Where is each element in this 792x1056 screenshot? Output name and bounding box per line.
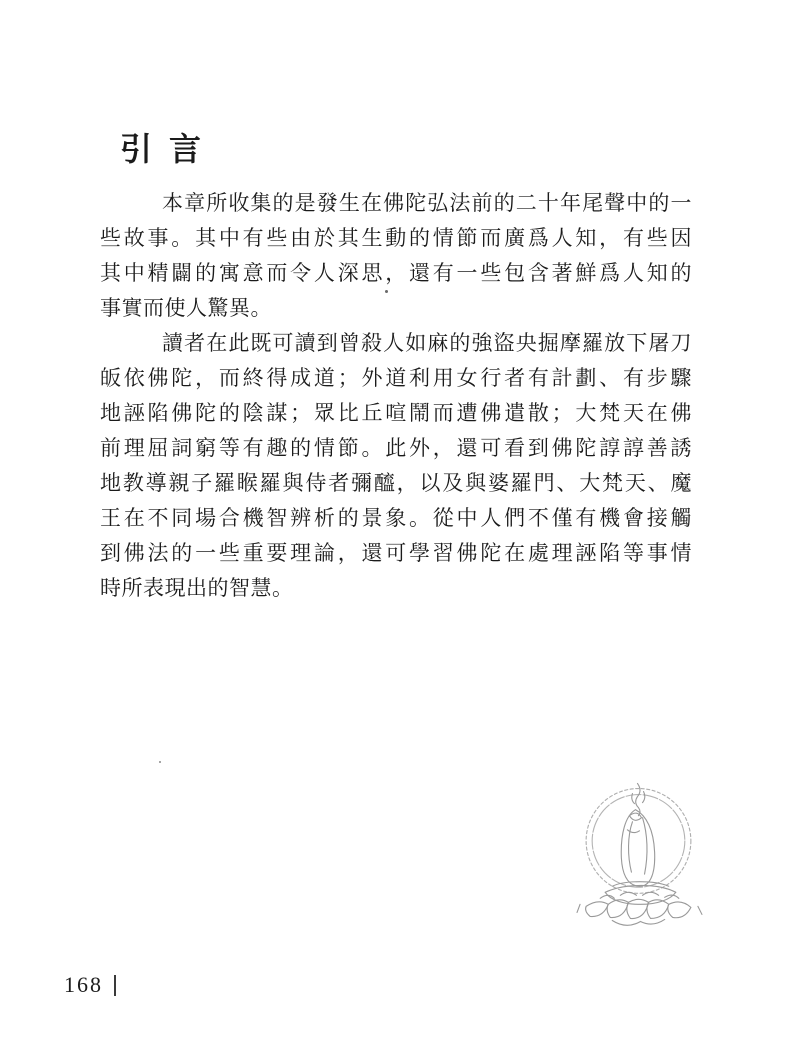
text-line: 皈依佛陀，而終得成道；外道利用女行者有計劃、有步驟	[100, 366, 692, 390]
scan-speck	[159, 761, 161, 763]
page-title: 引言	[120, 131, 219, 168]
figure-robe	[621, 810, 654, 887]
buddha-lotus-illustration	[572, 779, 708, 931]
text-line: 王在不同場合機智辨析的景象。從中人們不僅有機會接觸	[100, 506, 692, 530]
page-footer	[64, 972, 116, 998]
text-line: 事實而使人驚異。	[100, 296, 272, 320]
lotus-petals	[577, 892, 702, 925]
scan-speck	[385, 290, 388, 293]
halo-flame-ring	[586, 789, 691, 894]
text-line: 地教導親子羅睺羅與侍者彌醯，以及與婆羅門、大梵天、魔	[100, 471, 692, 495]
text-line: 其中精闢的寓意而令人深思，還有一些包含著鮮爲人知的	[100, 261, 692, 285]
text-line: 時所表現出的智慧。	[100, 576, 294, 600]
text-line: 本章所收集的是發生在佛陀弘法前的二十年尾聲中的一	[162, 191, 692, 215]
paragraph	[100, 326, 692, 606]
body-text	[100, 186, 692, 606]
text-line: 到佛法的一些重要理論，還可學習佛陀在處理誣陷等事情	[100, 541, 692, 565]
text-line: 些故事。其中有些由於其生動的情節而廣爲人知，有些因	[100, 226, 692, 250]
paragraph	[100, 186, 692, 326]
text-line: 讀者在此既可讀到曾殺人如麻的強盜央掘摩羅放下屠刀	[162, 331, 692, 355]
text-line: 地誣陷佛陀的陰謀；眾比丘喧鬧而遭佛遣散；大梵天在佛	[100, 401, 692, 425]
text-line: 前理屈詞窮等有趣的情節。此外，還可看到佛陀諄諄善誘	[100, 436, 692, 460]
page-number: 168	[64, 972, 103, 997]
page-number-divider	[114, 975, 116, 996]
